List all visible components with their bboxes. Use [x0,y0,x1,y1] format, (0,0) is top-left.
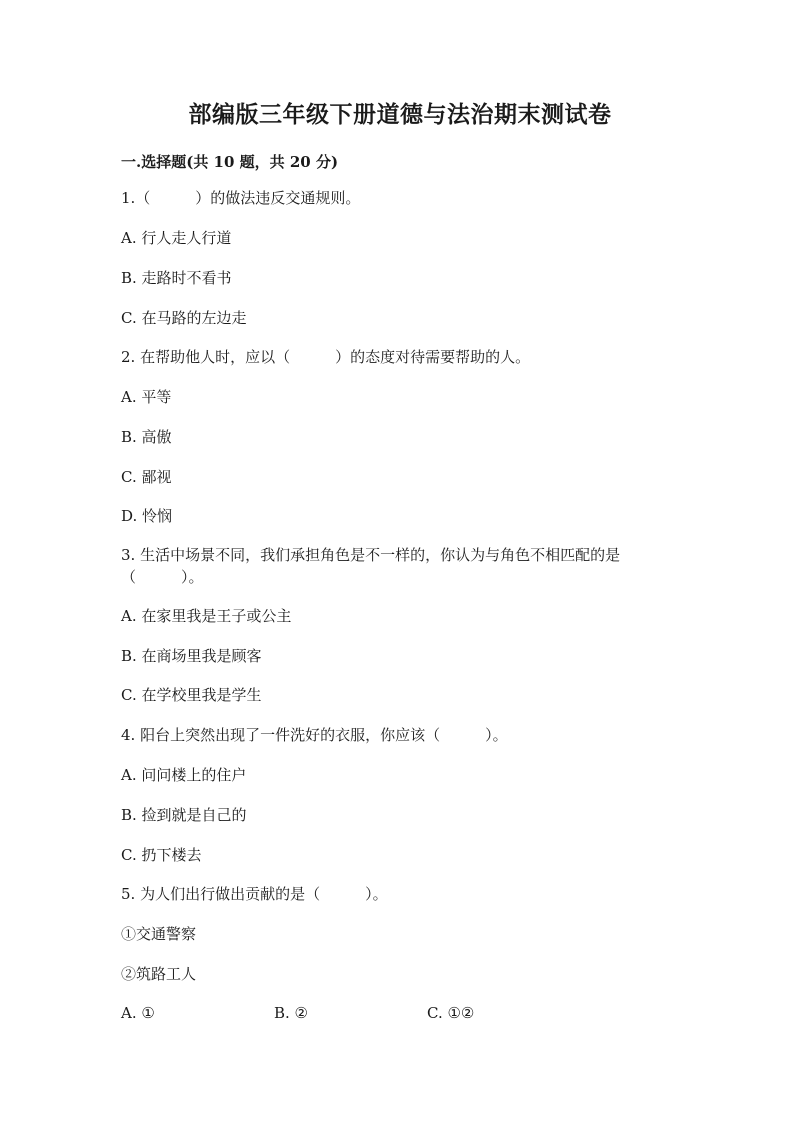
question-2-option-b: B. 高傲 [121,428,172,446]
question-1-option-a: A. 行人走人行道 [121,229,232,247]
question-5-option-b: B. ② [274,1004,309,1022]
question-3-option-c: C. 在学校里我是学生 [121,686,262,704]
question-4-option-c: C. 扔下楼去 [121,846,202,864]
question-2-option-a: A. 平等 [121,388,172,406]
question-2-stem: 2. 在帮助他人时，应以（ ）的态度对待需要帮助的人。 [121,348,531,366]
question-5-item-2: ②筑路工人 [121,965,197,983]
question-2-option-d: D. 怜悯 [121,507,173,525]
question-4-option-b: B. 捡到就是自己的 [121,806,247,824]
section-heading: 一.选择题(共 10 题，共 20 分) [121,153,339,171]
question-5-item-1: ①交通警察 [121,925,197,943]
question-5-option-a: A. ① [121,1004,155,1022]
question-3-option-b: B. 在商场里我是顾客 [121,647,262,665]
exam-title: 部编版三年级下册道德与法治期末测试卷 [188,101,612,128]
question-3-option-a: A. 在家里我是王子或公主 [121,607,292,625]
question-1-option-b: B. 走路时不看书 [121,269,232,287]
question-4-option-a: A. 问问楼上的住户 [121,766,247,784]
question-5-option-c: C. ①② [427,1004,475,1022]
question-4-stem: 4. 阳台上突然出现了一件洗好的衣服，你应该（ ）。 [121,726,508,744]
question-3-stem: 3. 生活中场景不同，我们承担角色是不一样的，你认为与角色不相匹配的是（ ）。 [121,546,621,586]
question-1-option-c: C. 在马路的左边走 [121,309,247,327]
question-5-stem: 5. 为人们出行做出贡献的是（ ）。 [121,885,388,903]
question-1-stem: 1.（ ）的做法违反交通规则。 [121,189,361,207]
question-2-option-c: C. 鄙视 [121,468,172,486]
